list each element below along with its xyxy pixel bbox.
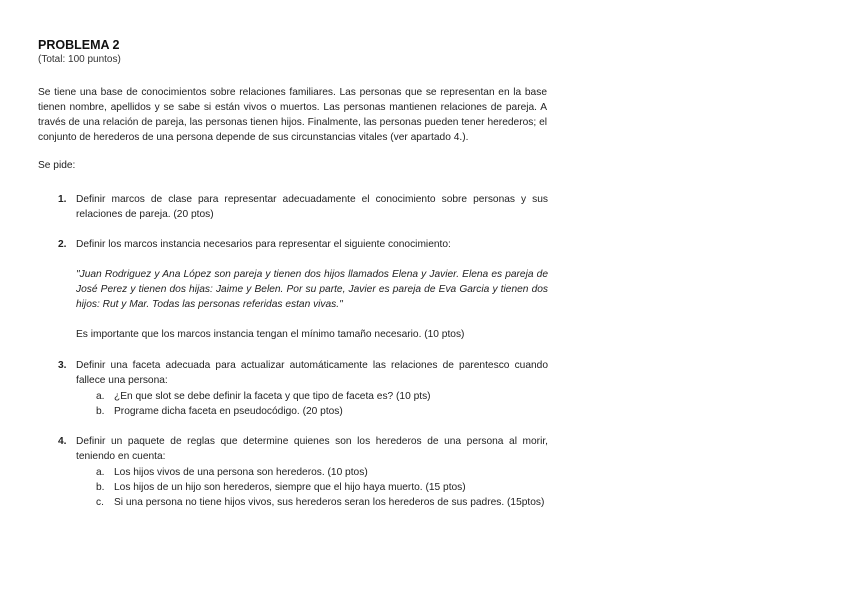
sub-item-text: ¿En que slot se debe definir la faceta y que tipo de faceta es? (10 pts) [114,391,431,402]
sub-item-letter: a. [96,391,105,402]
item-note: Es importante que los marcos instancia tengan el mínimo tamaño necesario. (10 ptos) [76,329,465,340]
sub-item-letter: c. [96,497,104,508]
sub-item-text: Los hijos de un hijo son herederos, siempre que el hijo haya muerto. (15 ptos) [114,482,466,493]
sub-item-letter: b. [96,406,105,417]
item-text: Definir los marcos instancia necesarios para representar el siguiente conocimiento: [76,239,451,250]
item-text: Definir una faceta adecuada para actualizar automáticamente las relaciones de parentesco cuando fallece una persona: [76,360,548,386]
quoted-knowledge: "Juan Rodriguez y Ana López son pareja y tienen dos hijos llamados Elena y Javier. Elena es pareja de José Perez y tienen dos hijas: Jaime y Belen. Por su parte, Javier es pareja de Eva Garcia y tienen dos hijos: Rut y Mar. Todas las personas referidas estan vivas." [76,269,548,310]
item-text: Definir un paquete de reglas que determine quienes son los herederos de una persona al morir, teniendo en cuenta: [76,436,548,462]
item-text: Definir marcos de clase para representar adecuadamente el conocimiento sobre personas y sus relaciones de pareja. (20 ptos) [76,194,548,220]
sub-item-letter: a. [96,467,105,478]
sub-item-text: Los hijos vivos de una persona son herederos. (10 ptos) [114,467,368,478]
problem-title: PROBLEMA 2 [38,38,120,52]
sub-item-letter: b. [96,482,105,493]
item-number: 4. [58,436,67,447]
sub-item-text: Programe dicha faceta en pseudocódigo. (20 ptos) [114,406,343,417]
item-number: 2. [58,239,67,250]
item-number: 1. [58,194,67,205]
problem-points: (Total: 100 puntos) [38,54,121,65]
intro-paragraph: Se tiene una base de conocimientos sobre relaciones familiares. Las personas que se representan en la base tienen nombre, apellidos y se sabe si están vivos o muertos. Las personas mantienen relaciones de pareja. A través de una relación de pareja, las personas tienen hijos. Finalmente, las personas pueden tener herederos; el conjunto de herederos de una persona depende de sus circunstancias vitales (ver apartado 4.). [38,87,547,143]
item-number: 3. [58,360,67,371]
task-heading: Se pide: [38,160,76,171]
sub-item-text: Si una persona no tiene hijos vivos, sus herederos seran los herederos de sus padres. (15ptos) [114,497,545,508]
